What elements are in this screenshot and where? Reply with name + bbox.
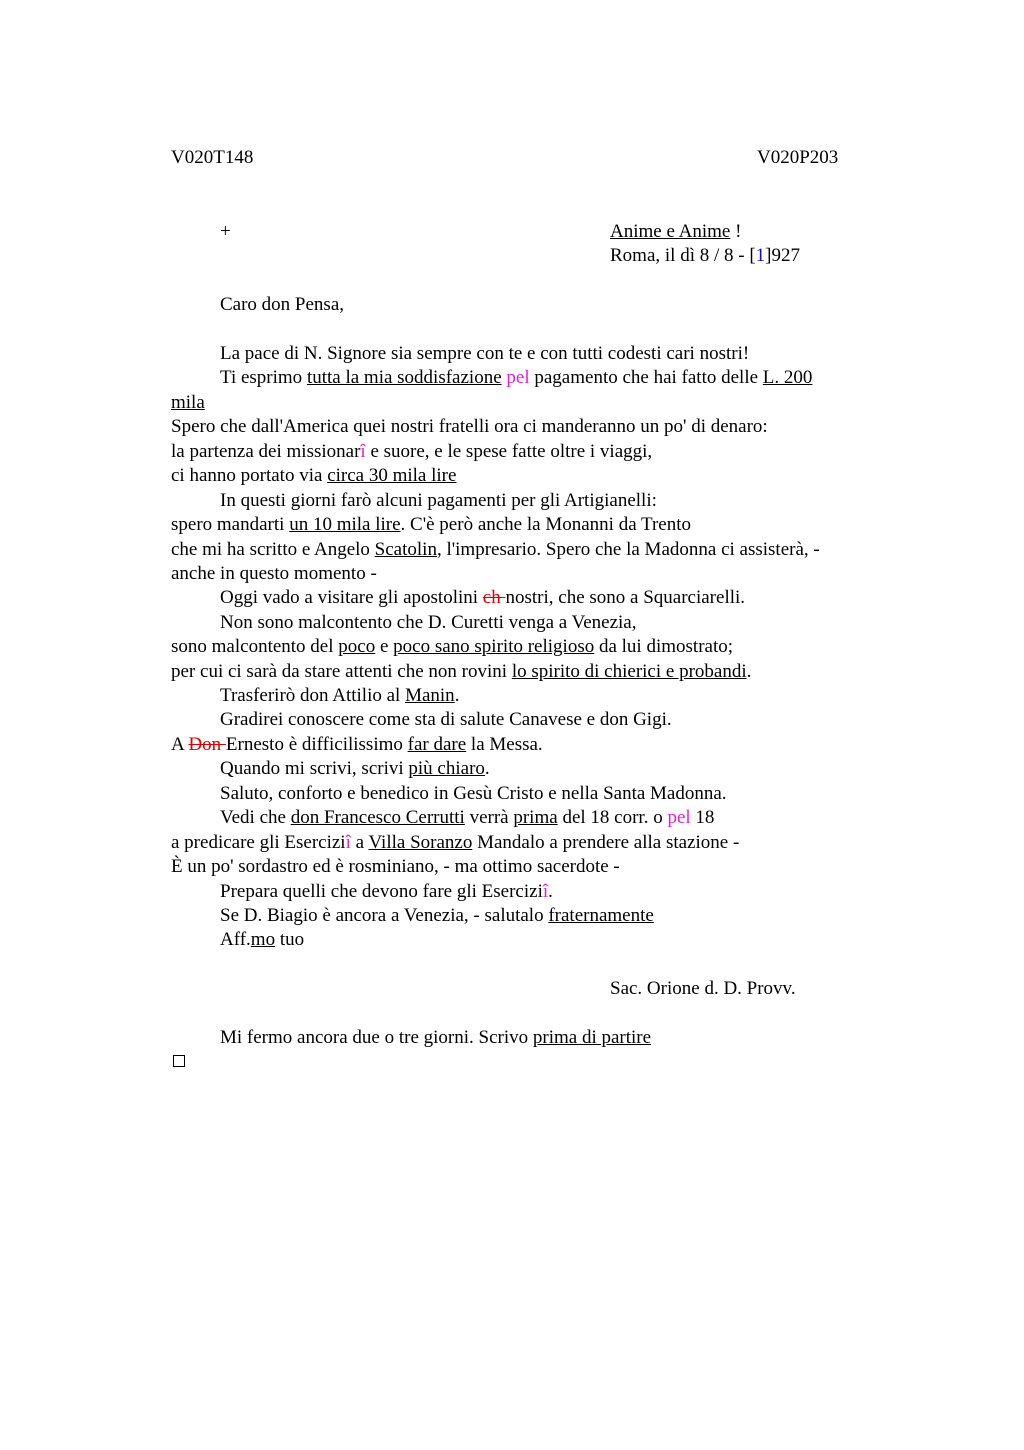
text-segment: . [454,685,460,706]
document-code-right: V020P203 [757,147,839,168]
document-code-left: V020T148 [171,147,254,168]
text-segment: î [360,441,366,462]
text-segment: Ernesto è difficilissimo [225,734,408,755]
text-segment: Aff. [220,929,251,950]
text-segment: Roma, il dì 8 / 8 - [ [610,245,756,266]
text-segment: ]927 [765,245,800,266]
body-line [171,513,691,537]
text-segment: da lui dimostrato; [594,636,734,657]
text-segment: spero mandarti [171,514,290,535]
text-segment: prima [513,807,558,828]
text-segment: L. 200 [762,367,813,388]
text-segment: Quando mi scrivi, scrivi [220,758,409,779]
text-segment: pagamento che hai fatto delle [529,367,763,388]
text-segment: Trasferirò don Attilio al [220,685,406,706]
text-segment: pel [506,367,530,388]
body-line: anche in questo momento - [171,563,377,584]
text-segment: Mandalo a prendere alla stazione - [472,832,740,853]
text-segment: poco sano spirito religioso [393,636,595,657]
body-line [220,880,553,904]
text-segment: ci hanno portato via [171,465,328,486]
text-segment: . [484,758,490,779]
text-segment: Vedi che [220,807,291,828]
motto [610,220,741,244]
body-line [171,440,652,464]
text-segment: e suore, e le spese fatte oltre i viaggi, [365,441,653,462]
text-segment: nostri, che sono a Squarciarelli. [505,587,746,608]
text-segment: più chiaro [408,758,485,779]
body-line [220,806,714,830]
text-segment: . C'è però anche la Monanni da Trento [400,514,692,535]
text-segment: per cui ci sarà da stare attenti che non rovini [171,661,512,682]
text-segment: Se D. Biagio è ancora a Venezia, - salutalo [220,905,549,926]
text-segment: e [375,636,394,657]
body-line: La pace di N. Signore sia sempre con te e con tutti codesti cari nostri! [220,343,750,364]
body-line [220,757,490,781]
signature: Sac. Orione d. D. Provv. [610,978,796,999]
body-line: Gradirei conoscere come sta di salute Canavese e don Gigi. [220,709,672,730]
text-segment: tuo [275,929,305,950]
text-segment: 18 [690,807,715,828]
text-segment: la Messa. [466,734,543,755]
text-segment: fraternamente [548,905,654,926]
letter-date [610,244,800,268]
text-segment: verrà [464,807,514,828]
text-segment: che mi ha scritto e Angelo [171,539,375,560]
body-line [220,904,654,928]
text-segment: 1 [755,245,766,266]
postscript [220,1026,651,1050]
deleted-text: Don [188,734,226,755]
text-segment: don Francesco Cerrutti [290,807,465,828]
motto-mark: ! [735,221,742,242]
body-line [171,635,733,659]
body-line [171,538,820,562]
text-segment: Mi fermo ancora due o tre giorni. Scrivo [220,1027,533,1048]
checkbox-square-icon [173,1055,185,1067]
body-line [171,464,456,488]
body-line [220,366,812,390]
text-segment: . [548,881,553,902]
body-line [220,586,745,610]
body-line [171,831,739,855]
text-segment: Manin [405,685,455,706]
text-segment: Prepara quelli che devono fare gli Esercizi [220,881,543,902]
text-segment: prima di partire [532,1027,652,1048]
deleted-text: ch [482,587,506,608]
text-segment: Scatolin [374,539,437,560]
text-segment: un 10 mila lire [289,514,401,535]
text-segment: del 18 corr. o [557,807,668,828]
text-segment: tutta la mia soddisfazione [306,367,502,388]
text-segment: mo [250,929,276,950]
text-segment: la partenza dei missionar [171,441,361,462]
text-segment: î [345,832,351,853]
text-segment: poco [338,636,376,657]
text-segment: Villa Soranzo [368,832,473,853]
text-segment: a [350,832,369,853]
text-segment: pel [667,807,691,828]
salutation: Caro don Pensa, [220,294,345,315]
text-segment: î [542,881,549,902]
cross-mark: + [220,221,231,242]
body-line: Non sono malcontento che D. Curetti venga a Venezia, [220,612,637,633]
text-segment: a predicare gli Esercizi [171,832,346,853]
body-line: In questi giorni farò alcuni pagamenti per gli Artigianelli: [220,490,657,511]
motto-text: Anime e Anime [610,221,731,242]
body-line: È un po' sordastro ed è rosminiano, - ma ottimo sacerdote - [171,856,620,877]
text-segment: . [746,661,752,682]
body-line [171,733,543,757]
body-line: Saluto, conforto e benedico in Gesù Cristo e nella Santa Madonna. [220,783,727,804]
text-segment: A [171,734,189,755]
text-segment: far dare [407,734,467,755]
text-segment: sono malcontento del [171,636,339,657]
text-segment: lo spirito di chierici e probandi [511,661,747,682]
closing [220,928,304,952]
text-segment: Oggi vado a visitare gli apostolini [220,587,483,608]
text-segment: , l'impresario. Spero che la Madonna ci assisterà, - [436,539,820,560]
body-line [220,684,459,708]
body-line: mila [171,392,205,413]
text-segment: Ti esprimo [220,367,307,388]
body-line: Spero che dall'America quei nostri fratelli ora ci manderanno un po' di denaro: [171,416,768,437]
text-segment: circa 30 mila lire [327,465,457,486]
body-line [171,660,751,684]
